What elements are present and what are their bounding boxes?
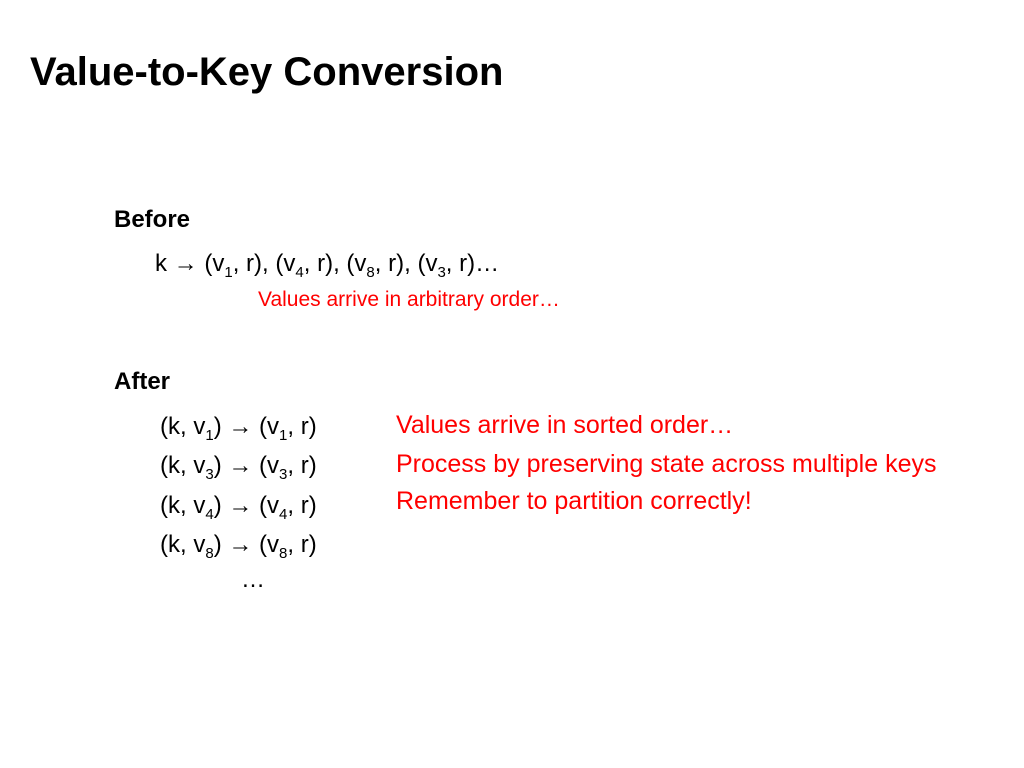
pair-item: ($v_8$, r)	[346, 250, 405, 281]
pair-item: ($v_3$, r)	[417, 250, 476, 281]
after-note: Values arrive in sorted order…	[396, 411, 734, 439]
before-heading: Before	[114, 206, 191, 233]
pair-item: ($v_1$, r)	[204, 250, 263, 281]
arrow-icon: →	[228, 531, 253, 558]
arrow-icon: →	[228, 492, 253, 519]
pair-item: ($v_4$, r)	[275, 250, 334, 281]
after-ellipsis: …	[241, 566, 265, 593]
before-expression: $k \to (v_1$, r), ($v_4$, r), ($v_8$, r), ($v_3$, r)…	[155, 250, 500, 281]
arrow-icon: →	[173, 250, 198, 277]
after-row: (k, $v_3) \to (v_3$, r)	[160, 452, 317, 483]
slide-title: Value-to-Key Conversion	[30, 50, 504, 94]
after-note: Remember to partition correctly!	[396, 487, 752, 515]
key-symbol: k	[155, 250, 167, 277]
arrow-icon: →	[228, 452, 253, 479]
ellipsis: …	[475, 250, 500, 277]
after-row: (k, $v_1) \to (v_1$, r)	[160, 413, 317, 444]
arrow-icon: →	[228, 413, 253, 440]
before-note: Values arrive in arbitrary order…	[258, 288, 560, 311]
after-row: (k, $v_8) \to (v_8$, r)	[160, 531, 317, 562]
after-note: Process by preserving state across multiple keys	[396, 450, 937, 478]
after-row: (k, $v_4) \to (v_4$, r)	[160, 492, 317, 523]
after-heading: After	[114, 368, 171, 395]
